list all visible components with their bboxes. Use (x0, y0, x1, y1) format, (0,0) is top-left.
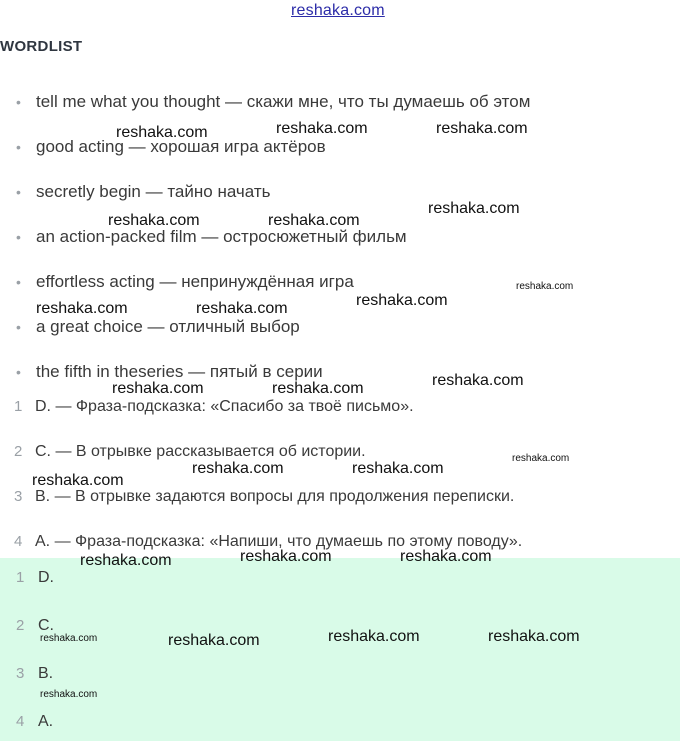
list-item: • a great choice — отличный выбор (16, 317, 300, 336)
list-item: • tell me what you thought — скажи мне, что ты думаешь об этом (16, 92, 531, 111)
watermark: reshaka.com (116, 124, 208, 141)
watermark: reshaka.com (328, 628, 420, 645)
bullet-icon: • (16, 274, 21, 290)
watermark: reshaka.com (512, 453, 570, 464)
answer-item: 3 B. — В отрывке задаются вопросы для продолжения переписки. (14, 488, 515, 505)
answer-item: 2 C. — В отрывке рассказывается об истории. (14, 443, 366, 460)
answer-key-item: 3 B. (16, 665, 54, 682)
list-item: • effortless acting — непринуждённая игра (16, 272, 354, 291)
answer-key-panel (0, 558, 680, 741)
answer-key-item: 4 A. (16, 713, 54, 730)
watermark: reshaka.com (356, 292, 448, 309)
list-item: • the fifth in theseries — пятый в серии (16, 362, 323, 381)
watermark: reshaka.com (272, 380, 364, 397)
answer-key-item: 2 C. (16, 617, 54, 634)
answer-item: 4 A. — Фраза-подсказка: «Напиши, что думаешь по этому поводу». (14, 533, 523, 550)
page-title: WORDLIST (0, 38, 83, 55)
watermark: reshaka.com (36, 300, 128, 317)
watermark: reshaka.com (192, 460, 284, 477)
watermark: reshaka.com (40, 689, 98, 700)
watermark: reshaka.com (400, 548, 492, 565)
answer-key-item: 1 D. (16, 569, 54, 586)
watermark: reshaka.com (516, 281, 574, 292)
bullet-icon: • (16, 139, 21, 155)
bullet-icon: • (16, 184, 21, 200)
watermark: reshaka.com (428, 200, 520, 217)
watermark: reshaka.com (276, 120, 368, 137)
bullet-icon: • (16, 364, 21, 380)
watermark: reshaka.com (268, 212, 360, 229)
watermark: reshaka.com (112, 380, 204, 397)
watermark: reshaka.com (352, 460, 444, 477)
list-item: • good acting — хорошая игра актёров (16, 137, 326, 156)
watermark: reshaka.com (488, 628, 580, 645)
watermark: reshaka.com (432, 372, 524, 389)
list-item: • an action-packed film — остросюжетный фильм (16, 227, 407, 246)
watermark: reshaka.com (436, 120, 528, 137)
watermark: reshaka.com (108, 212, 200, 229)
watermark: reshaka.com (196, 300, 288, 317)
list-item: • secretly begin — тайно начать (16, 182, 271, 201)
bullet-icon: • (16, 229, 21, 245)
watermark: reshaka.com (32, 472, 124, 489)
bullet-icon: • (16, 319, 21, 335)
answer-item: 1 D. — Фраза-подсказка: «Спасибо за твоё письмо». (14, 398, 414, 415)
watermark: reshaka.com (168, 632, 260, 649)
bullet-icon: • (16, 94, 21, 110)
watermark: reshaka.com (40, 633, 98, 644)
watermark: reshaka.com (80, 552, 172, 569)
site-link[interactable]: reshaka.com (291, 2, 385, 19)
watermark: reshaka.com (240, 548, 332, 565)
